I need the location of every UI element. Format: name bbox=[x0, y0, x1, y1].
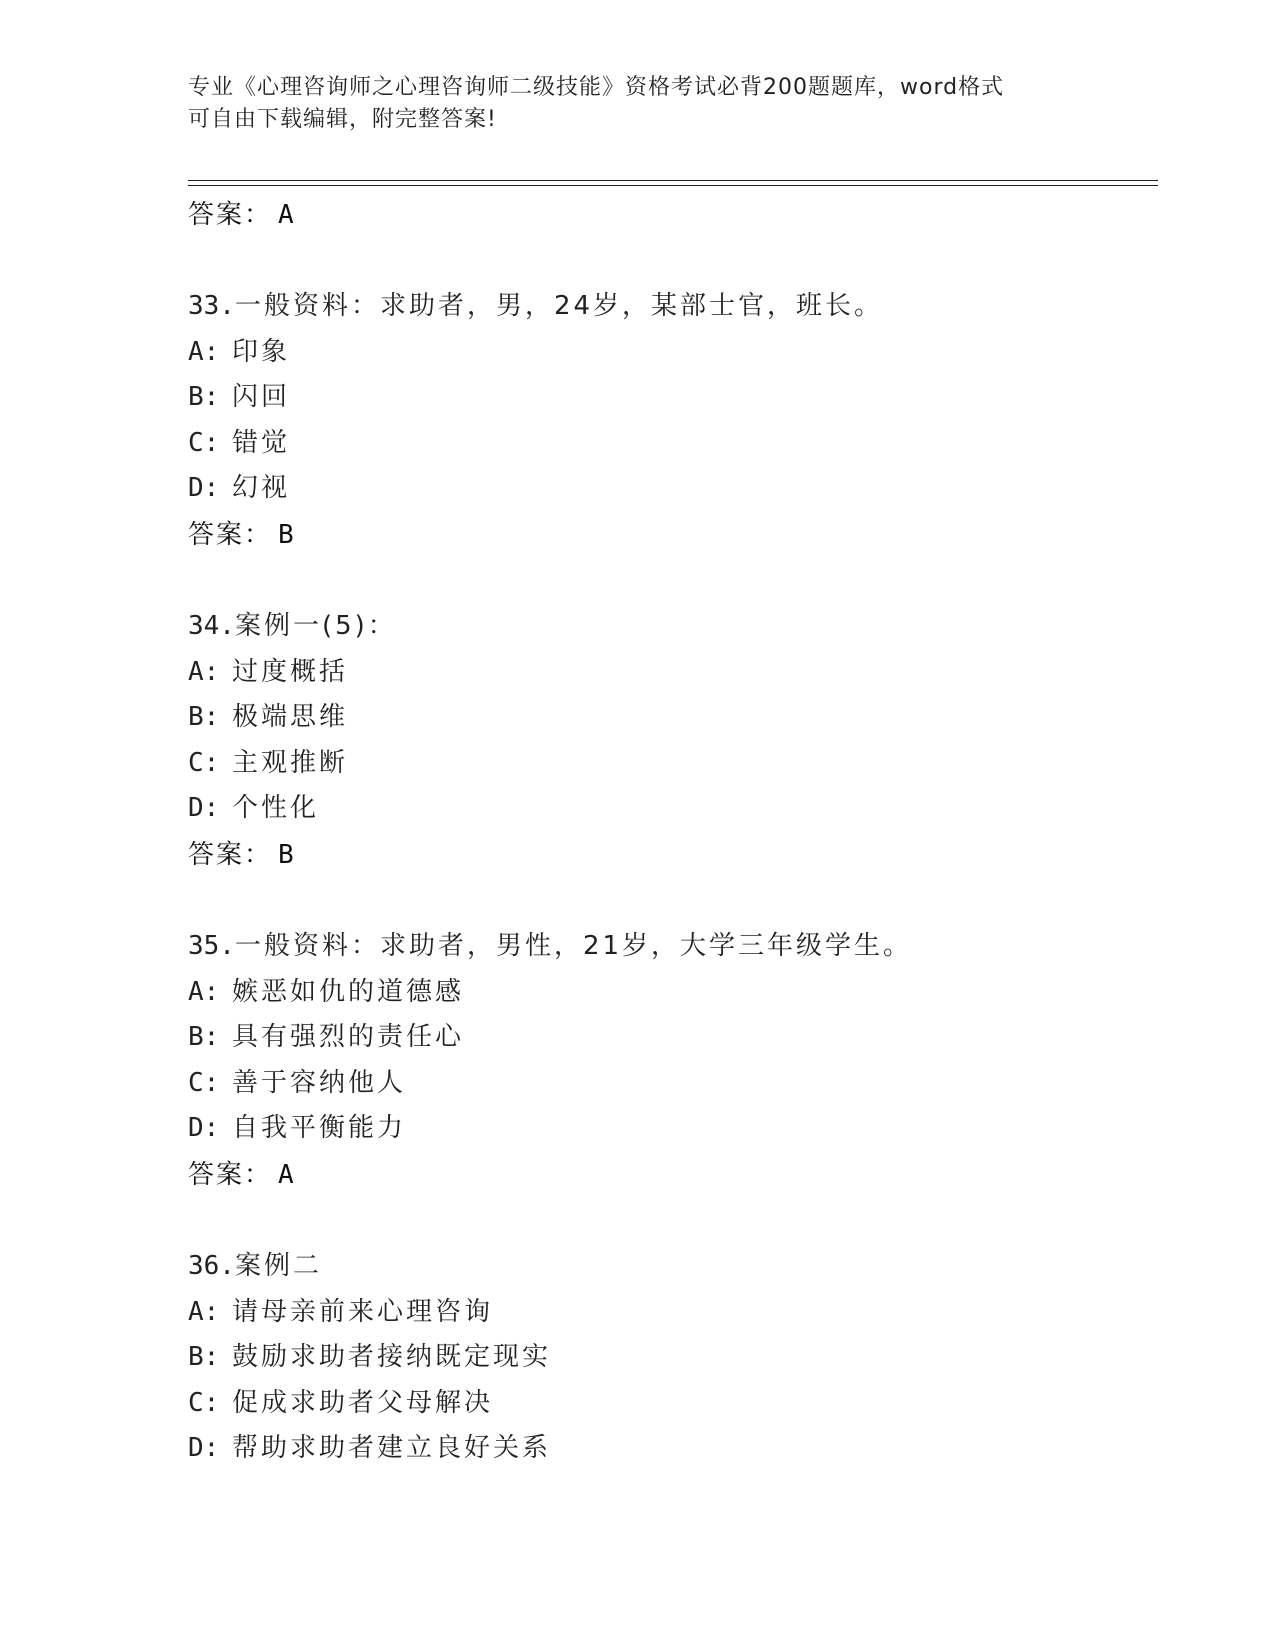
option-text: 具有强烈的责任心 bbox=[232, 1022, 465, 1053]
option-d bbox=[188, 466, 1148, 512]
option-key: B: bbox=[188, 1022, 220, 1053]
option-b bbox=[188, 1015, 1148, 1061]
option-text: 促成求助者父母解决 bbox=[232, 1387, 494, 1418]
option-key: C: bbox=[188, 1387, 220, 1418]
question-number: 34. bbox=[188, 610, 235, 641]
question-title bbox=[188, 924, 1148, 970]
option-c bbox=[188, 1381, 1148, 1427]
option-text: 闪回 bbox=[232, 382, 291, 413]
option-a bbox=[188, 1290, 1148, 1336]
question-title bbox=[188, 284, 1148, 330]
option-key: A: bbox=[188, 656, 220, 687]
option-key: D: bbox=[188, 1433, 220, 1464]
option-key: D: bbox=[188, 473, 220, 504]
document-header bbox=[188, 72, 1088, 136]
option-b bbox=[188, 375, 1148, 421]
question-number: 35. bbox=[188, 930, 235, 961]
question-number: 36. bbox=[188, 1250, 235, 1281]
question-text: 一般资料：求助者，男，24岁，某部士官，班长。 bbox=[234, 291, 884, 321]
option-key: C: bbox=[188, 747, 220, 778]
option-key: D: bbox=[188, 1113, 220, 1144]
option-key: B: bbox=[188, 702, 220, 733]
option-text: 善于容纳他人 bbox=[232, 1067, 407, 1098]
question-text: 案例二 bbox=[234, 1250, 322, 1281]
spacer bbox=[188, 238, 1148, 284]
option-key: A: bbox=[188, 976, 220, 1007]
option-text: 自我平衡能力 bbox=[232, 1113, 407, 1144]
option-b bbox=[188, 695, 1148, 741]
question-text: 案例一(5)： bbox=[234, 610, 397, 641]
header-rule-bottom bbox=[188, 185, 1158, 186]
option-d bbox=[188, 1426, 1148, 1472]
option-text: 请母亲前来心理咨询 bbox=[232, 1296, 494, 1327]
answer-label: 答案： bbox=[188, 519, 273, 550]
option-d bbox=[188, 1106, 1148, 1152]
option-key: D: bbox=[188, 793, 220, 824]
answer-label: 答案： bbox=[188, 200, 273, 230]
option-text: 鼓励求助者接纳既定现实 bbox=[232, 1342, 552, 1373]
option-c bbox=[188, 421, 1148, 467]
option-text: 个性化 bbox=[232, 793, 320, 824]
question-text: 一般资料：求助者，男性，21岁，大学三年级学生。 bbox=[234, 930, 913, 961]
answer-line bbox=[188, 832, 1148, 878]
option-key: A: bbox=[188, 1296, 220, 1327]
option-key: A: bbox=[188, 336, 220, 367]
option-key: B: bbox=[188, 382, 220, 413]
option-a bbox=[188, 970, 1148, 1016]
answer-line bbox=[188, 192, 1148, 238]
answer-line bbox=[188, 1152, 1148, 1198]
option-text: 帮助求助者建立良好关系 bbox=[232, 1433, 552, 1464]
question-title bbox=[188, 604, 1148, 650]
answer-value: B bbox=[278, 839, 294, 870]
question-title bbox=[188, 1244, 1148, 1290]
option-key: B: bbox=[188, 1342, 220, 1373]
option-text: 错觉 bbox=[232, 427, 291, 458]
answer-value: A bbox=[278, 200, 294, 230]
option-key: C: bbox=[188, 427, 220, 458]
question-list bbox=[188, 192, 1148, 1472]
answer-line bbox=[188, 512, 1148, 558]
spacer bbox=[188, 558, 1148, 604]
header-line-1: 专业《心理咨询师之心理咨询师二级技能》资格考试必背200题题库，word格式 bbox=[188, 75, 1005, 100]
answer-value: B bbox=[278, 519, 294, 550]
option-text: 极端思维 bbox=[232, 702, 349, 733]
header-rule-top bbox=[188, 180, 1158, 181]
option-text: 主观推断 bbox=[232, 747, 349, 778]
answer-value: A bbox=[278, 1159, 294, 1190]
option-c bbox=[188, 741, 1148, 787]
header-line-2: 可自由下载编辑，附完整答案! bbox=[188, 107, 497, 132]
spacer bbox=[188, 878, 1148, 924]
option-a bbox=[188, 650, 1148, 696]
answer-label: 答案： bbox=[188, 1159, 273, 1190]
option-text: 嫉恶如仇的道德感 bbox=[232, 976, 465, 1007]
option-text: 印象 bbox=[232, 336, 291, 367]
option-a bbox=[188, 330, 1148, 376]
option-c bbox=[188, 1061, 1148, 1107]
question-number: 33. bbox=[188, 291, 235, 321]
answer-label: 答案： bbox=[188, 839, 273, 870]
option-d bbox=[188, 786, 1148, 832]
spacer bbox=[188, 1198, 1148, 1244]
option-text: 幻视 bbox=[232, 473, 291, 504]
option-text: 过度概括 bbox=[232, 656, 349, 687]
option-b bbox=[188, 1335, 1148, 1381]
option-key: C: bbox=[188, 1067, 220, 1098]
